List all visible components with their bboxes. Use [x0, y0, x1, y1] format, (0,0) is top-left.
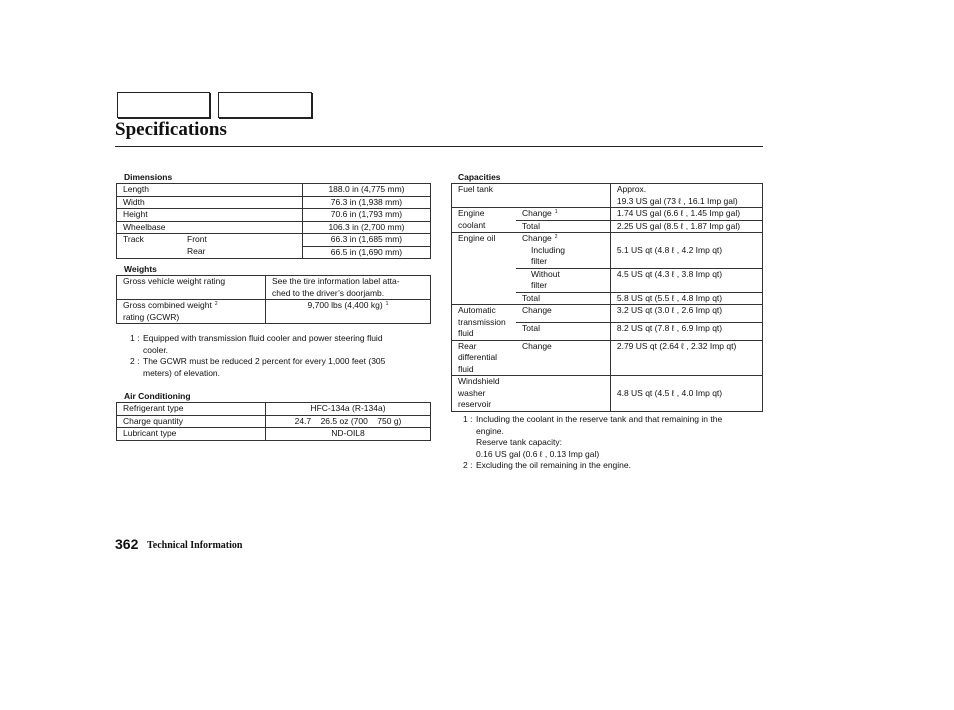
- table-row: [117, 221, 431, 234]
- atf-label-line2: transmission: [458, 316, 506, 327]
- dim-value: 66.5 in (1,690 mm): [302, 246, 430, 259]
- note-line: Excluding the oil remaining in the engine.: [476, 460, 631, 470]
- footnote-ref: 2: [554, 234, 558, 240]
- footnote-ref: 2: [214, 301, 218, 307]
- title-divider: [115, 146, 763, 147]
- ac-value: ND-OIL8: [266, 428, 431, 441]
- atf-label-line3: fluid: [458, 328, 474, 338]
- table-row: [452, 340, 763, 376]
- dim-label: Length: [117, 184, 303, 197]
- ac-label: Refrigerant type: [117, 403, 266, 416]
- table-row: [117, 209, 431, 222]
- gvwr-value-line2: ched to the driver’s doorjamb.: [272, 287, 385, 298]
- dim-sublabel: Front: [181, 234, 302, 247]
- fuel-tank-value-line1: Approx.: [616, 184, 647, 194]
- diff-change-value: 2.79 US qt (2.64 ℓ , 2.32 Imp qt): [610, 340, 762, 376]
- nav-tab-box-2[interactable]: [218, 92, 312, 118]
- footnote-ref: 1: [385, 301, 389, 307]
- note-line: meters) of elevation.: [143, 367, 221, 378]
- gvwr-value-line1: See the tire information label atta-: [272, 276, 400, 286]
- coolant-total-value: 2.25 US gal (8.5 ℓ , 1.87 Imp gal): [610, 220, 762, 233]
- air-conditioning-table: [116, 402, 431, 441]
- capacities-heading: Capacities: [458, 172, 501, 182]
- diff-label-line1: Rear: [458, 340, 477, 351]
- dim-value: 76.3 in (1,938 mm): [302, 196, 430, 209]
- page-title: Specifications: [115, 119, 227, 140]
- note-line: engine.: [476, 425, 504, 436]
- gcwr-label-line1: Gross combined weight: [123, 300, 212, 310]
- table-row: [117, 276, 431, 300]
- dim-sublabel: Rear: [181, 246, 302, 259]
- oil-incl-line2: filter: [531, 256, 548, 266]
- washer-label-line3: reservoir: [458, 399, 492, 409]
- oil-change-label: Change: [522, 233, 552, 243]
- section-label: Technical Information: [147, 540, 243, 551]
- table-row: [117, 403, 431, 416]
- table-row: [452, 305, 763, 323]
- oil-incl-value: 5.1 US qt (4.8 ℓ , 4.2 Imp qt): [610, 233, 762, 269]
- table-row: [117, 300, 431, 324]
- washer-label-line2: washer: [458, 387, 486, 398]
- note-number: 2 :: [130, 356, 140, 366]
- ac-value: 24.7 26.5 oz (700 750 g): [266, 415, 431, 428]
- table-row: [117, 196, 431, 209]
- table-row: [117, 428, 431, 441]
- table-row: [117, 184, 431, 197]
- oil-total-label: Total: [516, 292, 610, 305]
- dimensions-table: [116, 183, 431, 259]
- coolant-change-label: Change: [522, 208, 552, 218]
- diff-change-label: Change: [516, 340, 610, 376]
- table-row: [117, 234, 431, 247]
- table-row: [452, 233, 763, 269]
- dimensions-heading: Dimensions: [124, 172, 173, 182]
- gvwr-label: Gross vehicle weight rating: [117, 276, 266, 300]
- table-row: [452, 208, 763, 221]
- coolant-label-line2: coolant: [458, 219, 486, 230]
- capacities-note-1: [463, 414, 763, 462]
- table-row: [117, 415, 431, 428]
- nav-tab-box-1[interactable]: [117, 92, 210, 118]
- fuel-tank-value-line2: 19.3 US gal (73 ℓ , 16.1 Imp gal): [616, 195, 738, 206]
- dim-label: Track: [117, 234, 182, 259]
- dim-value: 106.3 in (2,700 mm): [302, 221, 430, 234]
- weights-table: [116, 275, 431, 324]
- oil-excl-line2: filter: [531, 280, 548, 290]
- diff-label-line2: differential: [458, 352, 498, 362]
- weights-note-1: [130, 333, 430, 357]
- air-conditioning-heading: Air Conditioning: [124, 391, 191, 401]
- ac-label: Charge quantity: [117, 415, 266, 428]
- page-number: 362: [115, 536, 139, 552]
- ac-label: Lubricant type: [117, 428, 266, 441]
- atf-label-line1: Automatic: [458, 305, 496, 315]
- gcwr-value: 9,700 lbs (4,400 kg): [307, 300, 383, 310]
- note-line: Reserve tank capacity:: [476, 437, 562, 447]
- coolant-total-label: Total: [516, 220, 610, 233]
- dim-value: 188.0 in (4,775 mm): [302, 184, 430, 197]
- coolant-label-line1: Engine: [458, 208, 485, 218]
- engine-oil-label: Engine oil: [452, 233, 517, 305]
- oil-excl-value: 4.5 US qt (4.3 ℓ , 3.8 Imp qt): [610, 268, 762, 292]
- note-line: The GCWR must be reduced 2 percent for every 1,000 feet (305: [143, 356, 386, 366]
- capacities-table: [451, 183, 763, 412]
- note-number: 2 :: [463, 460, 473, 470]
- note-line: cooler.: [143, 344, 169, 355]
- table-row: [452, 184, 763, 208]
- washer-label-line1: Windshield: [458, 376, 500, 386]
- note-number: 1 :: [130, 333, 140, 343]
- dim-value: 70.6 in (1,793 mm): [302, 209, 430, 222]
- weights-note-2: [130, 356, 430, 380]
- ac-value: HFC-134a (R-134a): [266, 403, 431, 416]
- note-number: 1 :: [463, 414, 473, 424]
- coolant-change-value: 1.74 US gal (6.6 ℓ , 1.45 Imp gal): [610, 208, 762, 221]
- dim-label: Width: [117, 196, 303, 209]
- dim-label: Height: [117, 209, 303, 222]
- oil-total-value: 5.8 US qt (5.5 ℓ , 4.8 Imp qt): [610, 292, 762, 305]
- dim-label: Wheelbase: [117, 221, 303, 234]
- table-row: [452, 376, 763, 412]
- gcwr-label-line2: rating (GCWR): [123, 311, 180, 322]
- oil-excl-line1: Without: [531, 268, 560, 279]
- oil-incl-line1: Including: [531, 244, 566, 255]
- fuel-tank-label: Fuel tank: [452, 184, 611, 208]
- weights-heading: Weights: [124, 264, 157, 274]
- capacities-note-2: [463, 460, 763, 472]
- atf-total-value: 8.2 US qt (7.8 ℓ , 6.9 Imp qt): [610, 322, 762, 340]
- diff-label-line3: fluid: [458, 363, 474, 374]
- atf-change-value: 3.2 US qt (3.0 ℓ , 2.6 Imp qt): [610, 305, 762, 323]
- note-line: Equipped with transmission fluid cooler and power steering fluid: [143, 333, 383, 343]
- note-line: Including the coolant in the reserve tank and that remaining in the: [476, 414, 723, 424]
- dim-value: 66.3 in (1,685 mm): [302, 234, 430, 247]
- atf-change-label: Change: [516, 305, 610, 323]
- footnote-ref: 1: [554, 209, 558, 215]
- washer-value: 4.8 US qt (4.5 ℓ , 4.0 Imp qt): [610, 376, 762, 412]
- atf-total-label: Total: [516, 322, 610, 340]
- note-line: 0.16 US gal (0.6 ℓ , 0.13 Imp gal): [476, 448, 600, 459]
